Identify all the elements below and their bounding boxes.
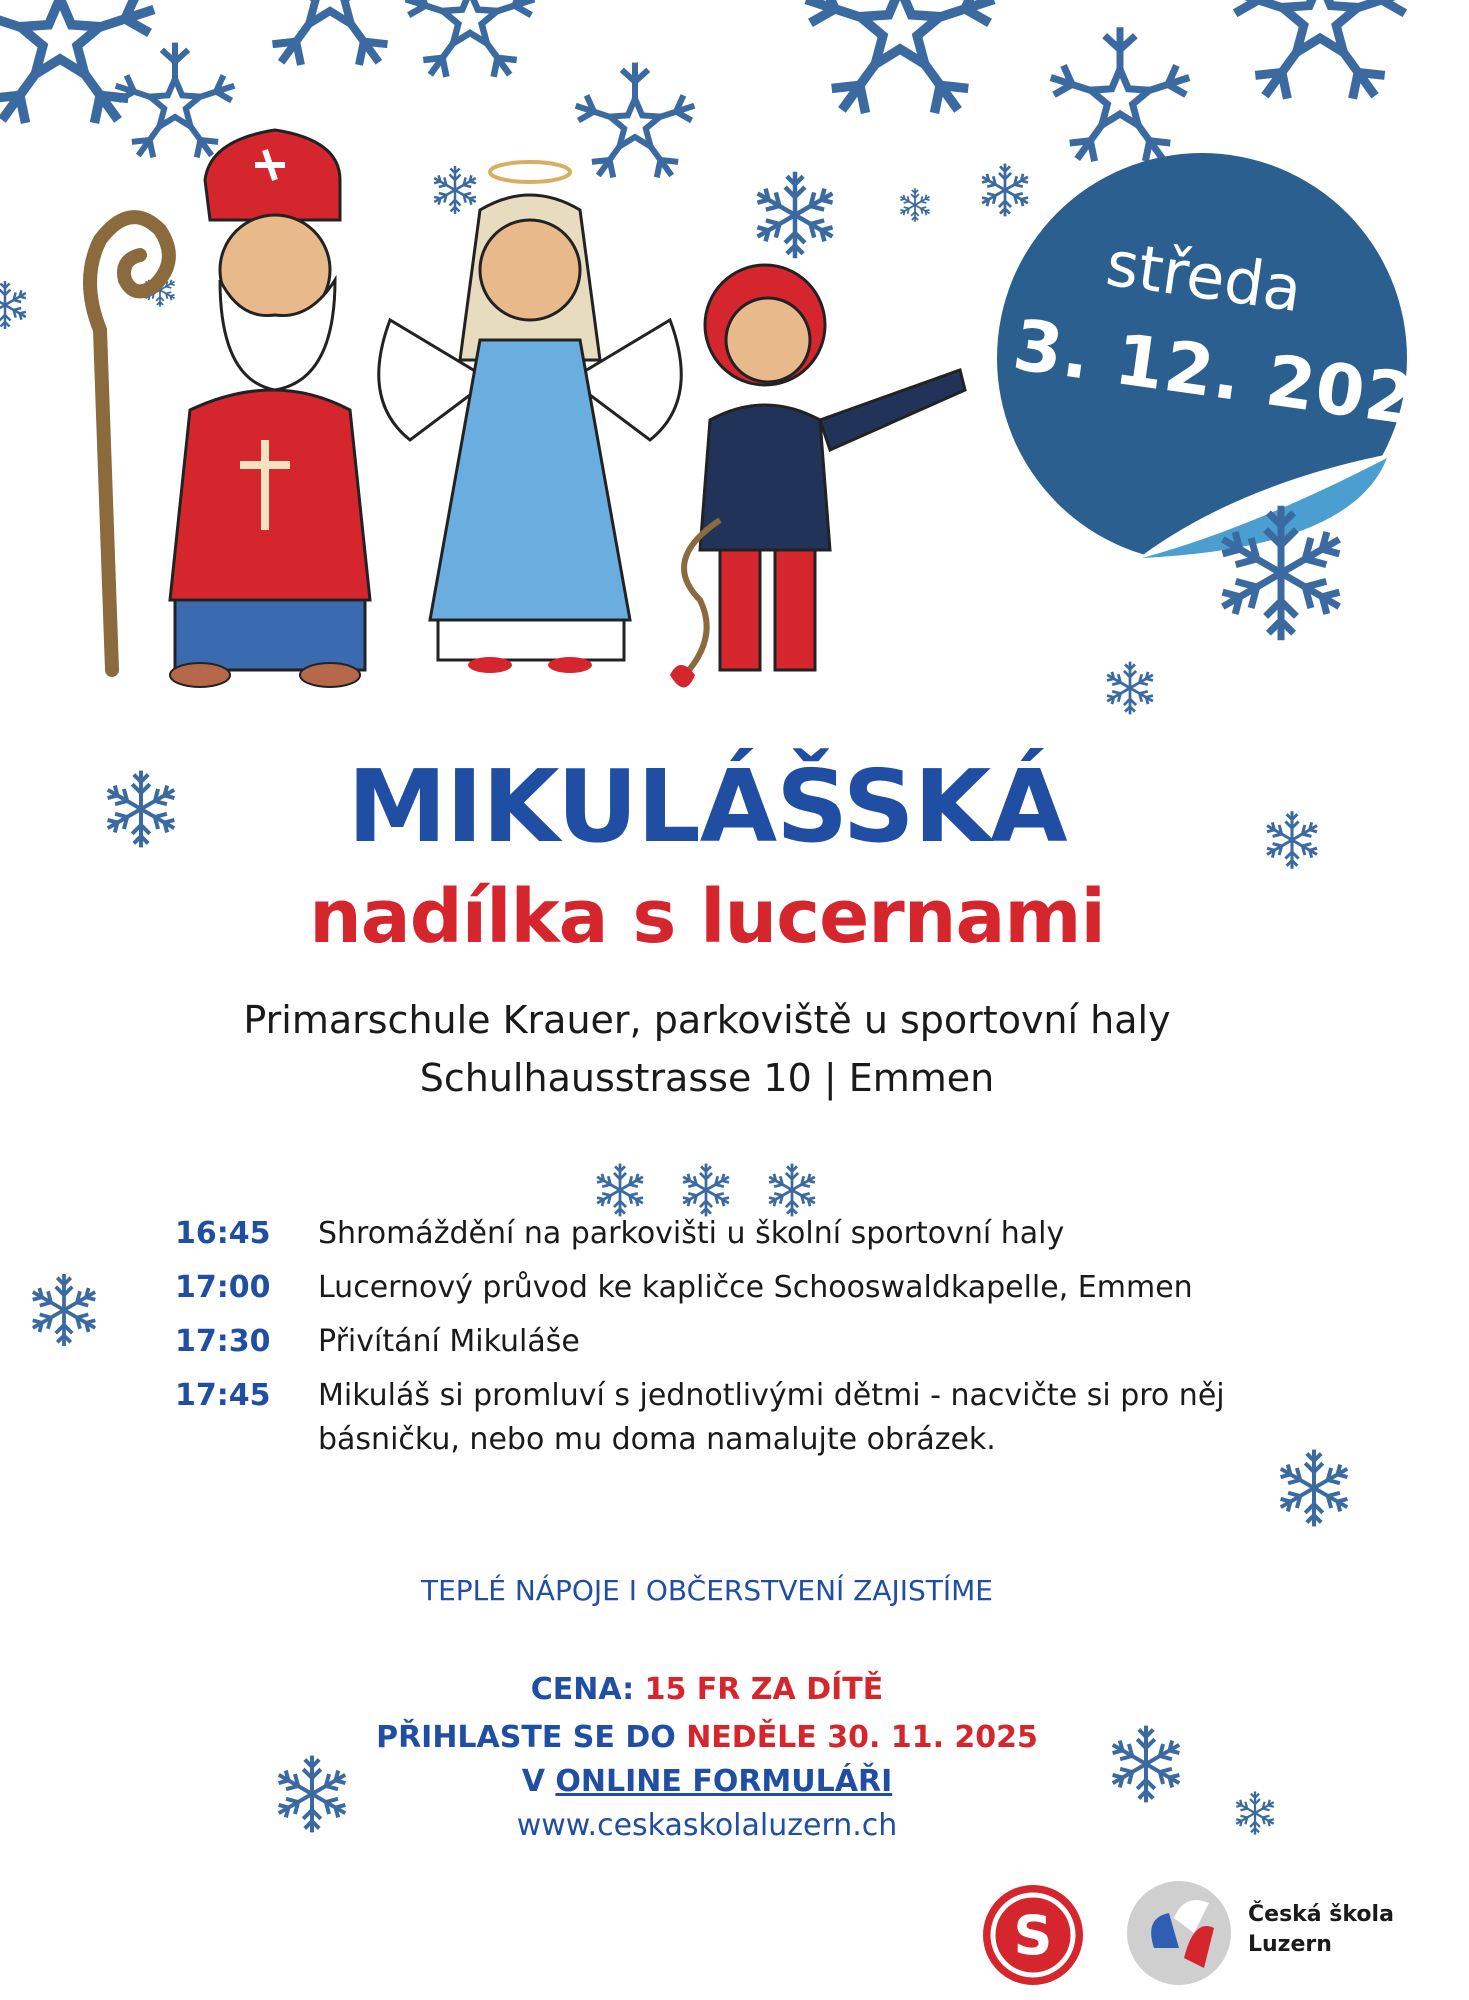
schedule-time: 17:45 <box>175 1378 271 1413</box>
snowflake-icon <box>24 1270 104 1350</box>
schedule-item <box>175 1266 1235 1310</box>
schedule-time: 17:00 <box>175 1270 271 1305</box>
page-title: MIKULÁŠSKÁ <box>347 748 1067 865</box>
badge-day-label: středa <box>1101 226 1307 327</box>
devil-figure <box>670 265 965 688</box>
schedule-list <box>175 1212 1235 1472</box>
schedule-item <box>175 1374 1235 1462</box>
refreshments-note: TEPLÉ NÁPOJE I OBČERSTVENÍ ZAJISTÍME <box>420 1574 994 1607</box>
schedule-text: Shromáždění na parkovišti u školní sportovní haly <box>318 1216 1065 1251</box>
snowflake-icon <box>676 1160 736 1220</box>
schedule-time: 17:30 <box>175 1324 271 1359</box>
form-prefix: V <box>521 1764 545 1799</box>
registration-label: PŘIHLASTE SE DO <box>376 1720 676 1755</box>
characters-illustration <box>60 120 1020 720</box>
schedule-item <box>175 1212 1235 1256</box>
sokol-monogram: S <box>1013 1904 1053 1967</box>
price-label: CENA: <box>530 1672 635 1707</box>
registration-deadline: NEDĚLE 30. 11. 2025 <box>686 1720 1038 1755</box>
schedule-text: Lucernový průvod ke kapličce Schooswaldkapelle, Emmen <box>318 1270 1193 1305</box>
ceska-skola-logo <box>1124 1878 1234 1988</box>
form-line <box>0 1764 1414 1799</box>
schedule-item <box>175 1320 1235 1364</box>
snowflake-icon <box>1272 1446 1356 1530</box>
school-name-line-1: Česká škola <box>1248 1902 1394 1927</box>
schedule-text: Přivítání Mikuláše <box>318 1324 580 1359</box>
schedule-text: Mikuláš si promluví s jednotlivými dětmi - nacvičte si pro něj básničku, nebo mu doma namalujte obrázek. <box>318 1378 1225 1457</box>
snowflake-icon <box>1100 658 1160 718</box>
registration-line <box>0 1720 1414 1755</box>
angel-figure <box>379 162 682 673</box>
location-line-2: Schulhausstrasse 10 | Emmen <box>419 1056 995 1100</box>
snowflake-badge-icon <box>1206 498 1356 648</box>
website-link[interactable]: www.ceskaskolaluzern.ch <box>516 1808 898 1843</box>
price-line <box>0 1672 1414 1707</box>
st-nicholas-figure <box>90 130 370 687</box>
school-name-line-2: Luzern <box>1248 1932 1332 1957</box>
school-name <box>1248 1900 1394 1960</box>
snowflake-icon <box>590 1160 650 1220</box>
schedule-time: 16:45 <box>175 1216 271 1251</box>
page-subtitle: nadílka s lucernami <box>309 874 1105 960</box>
online-form-link[interactable]: ONLINE FORMULÁŘI <box>555 1764 893 1799</box>
location-line-1: Primarschule Krauer, parkoviště u sportovní haly <box>243 998 1171 1042</box>
price-value: 15 FR ZA DÍTĚ <box>644 1672 884 1707</box>
snowflake-icon <box>762 1160 822 1220</box>
badge-date-label: 3. 12. 2025 <box>1008 303 1469 449</box>
sokol-logo <box>980 1882 1086 1988</box>
